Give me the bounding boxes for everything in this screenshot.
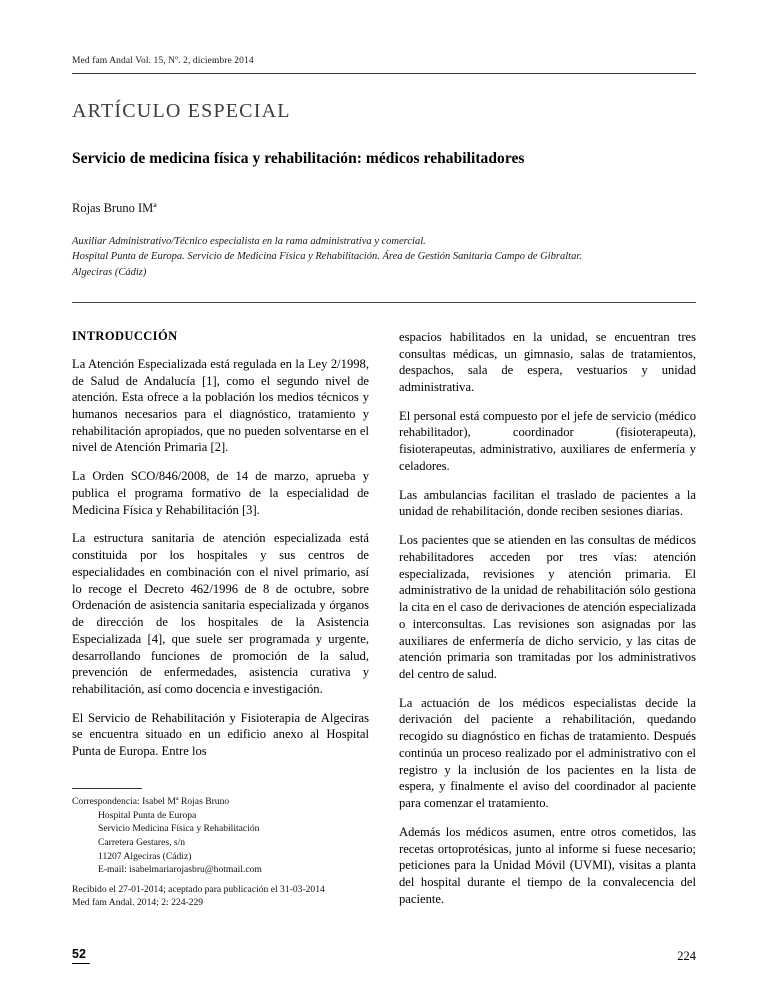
paragraph: Las ambulancias facilitan el traslado de pacientes a la unidad de rehabilitación, donde reciben sesiones diarias.: [399, 487, 696, 519]
author-name: Rojas Bruno IMª: [72, 201, 157, 216]
footnote-line: 11207 Algeciras (Cádiz): [98, 850, 192, 862]
column-right: [399, 329, 696, 920]
paragraph: La estructura sanitaria de atención especializada está constituida por los hospitales y sus centros de especialidades en combinación con el nivel primario, así lo recoge el Decreto 462/1996 de 8 de octubre, sobre Ordenación de asistencia sanitaria especializada y órganos de dirección de los hospitales de la Asistencia Especializada [4], que suele ser programada y urgente, desarrollando funciones de promoción de la salud, prevención de enfermedades, asistencia curativa y rehabilitación, así como docencia e investigación.: [72, 531, 369, 697]
page-title: Servicio de medicina física y rehabilitación: médicos rehabilitadores: [72, 150, 525, 167]
author-affiliation: [72, 234, 696, 280]
paragraph: Además los médicos asumen, entre otros cometidos, las recetas ortoprotésicas, junto al informe si fuese necesario; peticiones para la Unidad Móvil (UVMI), visitas a planta del hospital durante el tiempo de la convalecencia del paciente.: [399, 824, 696, 906]
section-heading-introduccion: INTRODUCCIÓN: [72, 328, 178, 343]
correspondence-footnote: [72, 788, 369, 910]
footnote-received-note: Recibido el 27-01-2014; aceptado para publicación el 31-03-2014: [72, 883, 325, 895]
paragraph: Los pacientes que se atienden en las consultas de médicos rehabilitadores acceden por tres vías: atención especializada, revisiones y atención primaria. El administrativo de la unidad de rehabilitación sólo gestiona la cita en el caso de derivaciones de atención especializada o interconsultas. Las revisiones son asignadas por las auxiliares de enfermería de dicho servicio, y las citas de atención primaria son tramitadas por los administrativos del centro de salud.: [399, 533, 696, 682]
footnote-line: Servicio Medicina Física y Rehabilitación: [98, 823, 260, 835]
paragraph: espacios habilitados en la unidad, se encuentran tres consultas médicas, un gimnasio, salas de tratamientos, despachos, sala de espera, vestuarios y unidad administrativa.: [399, 329, 696, 394]
footnote-divider: [72, 788, 142, 789]
affiliation-line-3: Algeciras (Cádiz): [72, 266, 147, 278]
folio-underline: [72, 963, 90, 964]
folio-left-number: 52: [72, 947, 86, 961]
affiliation-line-1: Auxiliar Administrativo/Técnico especialista en la rama administrativa y comercial.: [72, 236, 426, 248]
running-head: Med fam Andal Vol. 15, Nº. 2, diciembre 2014: [72, 56, 696, 74]
paragraph: El personal está compuesto por el jefe de servicio (médico rehabilitador), coordinador (fisioterapeuta), fisioterapeutas, administrativo, auxiliares de enfermería y celadores.: [399, 408, 696, 473]
footnote-citation: Med fam Andal. 2014; 2: 224-229: [72, 897, 204, 909]
footnote-line: Carretera Gestares, s/n: [98, 836, 186, 848]
footnote-line: Correspondencia: Isabel Mª Rojas Bruno: [72, 796, 230, 808]
folio-left: [72, 947, 90, 964]
folio-right: 224: [677, 949, 696, 963]
footnote-email[interactable]: E-mail: isabelmariarojasbru@hotmail.com: [98, 864, 262, 876]
footnote-line: Hospital Punta de Europa: [98, 809, 197, 821]
divider: [72, 302, 696, 303]
paragraph: La Orden SCO/846/2008, de 14 de marzo, aprueba y publica el programa formativo de la especialidad de Medicina Física y Rehabilitación [3].: [72, 469, 369, 517]
paragraph: La actuación de los médicos especialistas decide la derivación del paciente a rehabilitación, quedando recogido su diagnóstico en fichas de tratamiento. Después continúa un proceso realizado por el administrativo con el registro y la inclusión de los pacientes en la lista de espera, y finalmente el aviso del coordinador al paciente para comenzar el tratamiento.: [399, 695, 696, 811]
affiliation-line-2: Hospital Punta de Europa. Servicio de Medicina Física y Rehabilitación. Área de Gestión Sanitaria Campo de Gibraltar.: [72, 251, 582, 263]
paragraph: El Servicio de Rehabilitación y Fisioterapia de Algeciras se encuentra situado en un edificio anexo al Hospital Punta de Europa. Entre los: [72, 710, 369, 759]
section-kicker: ARTÍCULO ESPECIAL: [72, 100, 291, 122]
paragraph: La Atención Especializada está regulada en la Ley 2/1998, de Salud de Andalucía [1], como el segundo nivel de atención. Esta ofrece a la población los medios técnicos y humanos necesarios para el diagnóstico, tratamiento y rehabilitación apropiados, que no pueden solventarse en el nivel de Atención Primaria [2].: [72, 356, 369, 455]
